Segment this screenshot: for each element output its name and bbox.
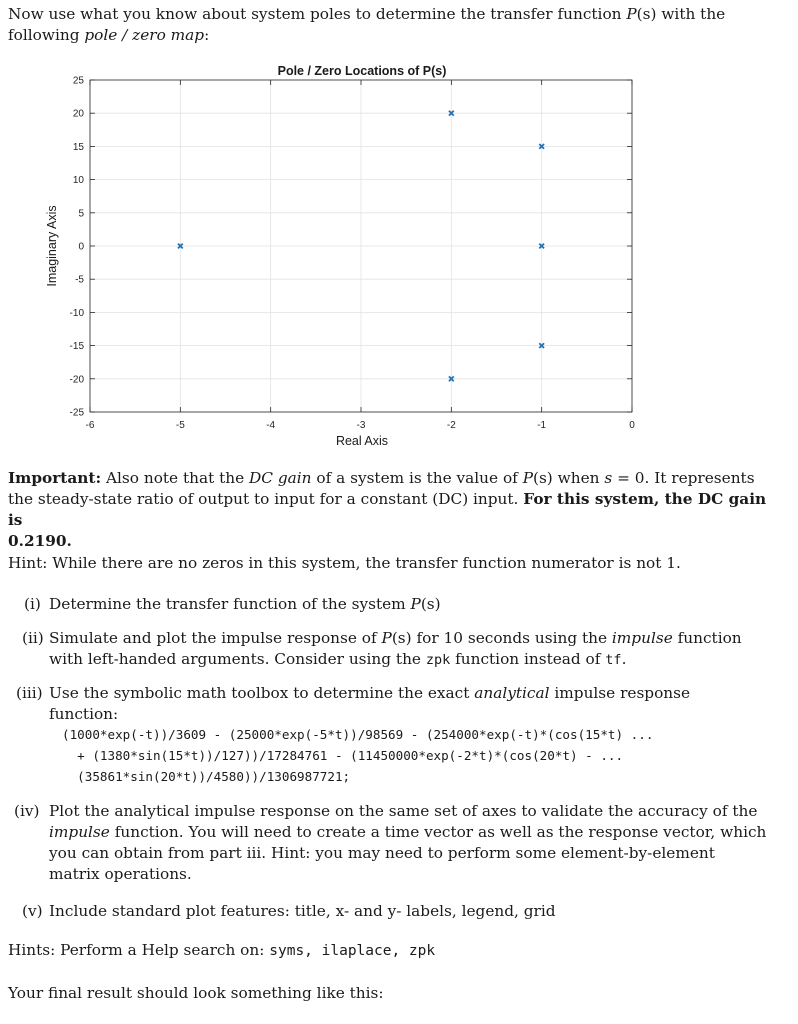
item-i-text: Determine the transfer function of the system P(s): [49, 595, 441, 613]
y-tick-label: 25: [72, 75, 84, 87]
y-tick-label: -10: [69, 307, 84, 319]
x-tick-label: -2: [446, 420, 456, 431]
y-tick-label: 15: [72, 141, 84, 153]
important-paragraph: [8, 468, 778, 552]
item-iii-text: Use the symbolic math toolbox to determine the exact analytical impulse response function:: [49, 684, 691, 723]
chart-title: Pole / Zero Locations of P(s): [277, 64, 447, 78]
intro-line-2: following pole / zero map:: [8, 26, 210, 44]
item-iii: [16, 683, 786, 723]
y-tick-label: -15: [69, 341, 84, 353]
y-tick-label: -25: [69, 407, 84, 419]
pole-zero-chart: [40, 58, 660, 458]
x-tick-label: -1: [537, 420, 547, 431]
item-ii: [22, 628, 782, 672]
item-v-text: Include standard plot features: title, x- and y- labels, legend, grid: [49, 902, 556, 920]
code-line-2: + (1380*sin(15*t))/127))/17284761 - (11450000*exp(-2*t)*(cos(20*t) - ...: [62, 748, 624, 763]
item-iv: [14, 801, 784, 889]
x-tick-label: 0: [629, 420, 635, 431]
item-i-number: (i): [24, 595, 41, 613]
analytical-code-block: [62, 724, 653, 787]
code-line-3: (35861*sin(20*t))/4580))/1306987721;: [62, 769, 351, 784]
final-result-line: Your final result should look something like this:: [8, 984, 384, 1002]
important-line-1: Important: Also note that the DC gain of a system is the value of P(s) when s = 0. It represents: [8, 469, 755, 487]
item-iii-number: (iii): [16, 684, 43, 702]
y-tick-label: -5: [75, 274, 84, 286]
y-tick-label: 20: [72, 108, 84, 120]
item-ii-text: Simulate and plot the impulse response of P(s) for 10 seconds using the impulse function with left-handed arguments. Consider using the zpk function instead of tf.: [49, 629, 742, 668]
hints-help-search: Hints: Perform a Help search on: syms, ilaplace, zpk: [8, 941, 436, 959]
x-tick-label: -6: [85, 420, 95, 431]
x-tick-label: -4: [266, 420, 276, 431]
y-tick-label: 5: [78, 208, 84, 220]
item-v: [22, 901, 782, 923]
x-tick-label: -5: [175, 420, 185, 431]
important-line-2: the steady-state ratio of output to input for a constant (DC) input. For this system, the DC gain is: [8, 490, 767, 529]
x-axis-label: Real Axis: [335, 434, 389, 448]
intro-line-1: Now use what you know about system poles to determine the transfer function P(s) with the: [8, 5, 726, 23]
y-axis-label: Imaginary Axis: [45, 205, 59, 287]
x-tick-label: -3: [356, 420, 366, 431]
item-iv-number: (iv): [14, 802, 40, 820]
hint-zeros: Hint: While there are no zeros in this system, the transfer function numerator is not 1.: [8, 554, 681, 572]
code-line-1: (1000*exp(-t))/3609 - (25000*exp(-5*t))/98569 - (254000*exp(-t)*(cos(15*t) ...: [62, 727, 654, 742]
item-ii-number: (ii): [22, 629, 44, 647]
item-iv-text: Plot the analytical impulse response on the same set of axes to validate the accuracy of the impulse function. You will need to create a time vector as well as the response vector, which you can obtain from part iii. Hint: you may need to perform some element-by-element matrix operations.: [49, 802, 767, 883]
y-tick-label: 10: [72, 175, 84, 187]
item-v-number: (v): [22, 902, 43, 920]
item-i: [22, 594, 782, 616]
intro-paragraph: [8, 4, 778, 46]
y-tick-label: 0: [78, 241, 84, 253]
important-line-3: 0.2190.: [8, 532, 72, 550]
y-tick-label: -20: [69, 374, 84, 386]
